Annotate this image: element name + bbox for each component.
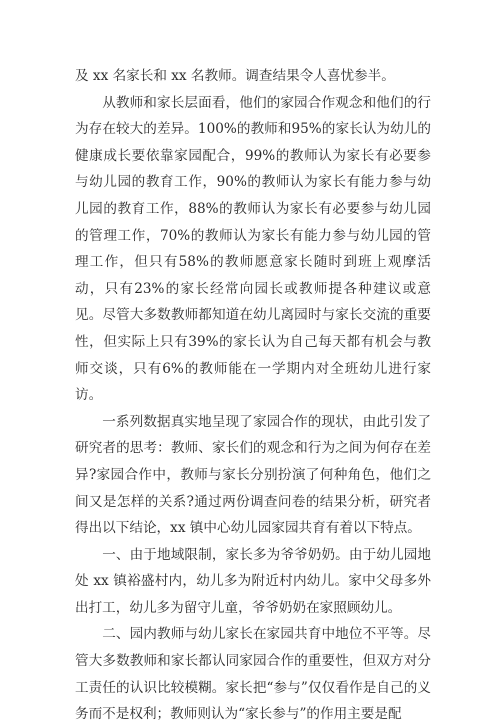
paragraph: 一、由于地域限制，家长多为爷爷奶奶。由于幼儿园地处 xx 镇裕盛村内，幼儿多为附近村内幼儿。家中父母多外出打工，幼儿多为留守儿童，爷爷奶奶在家照顾幼儿。 <box>75 546 431 616</box>
paragraph: 从教师和家长层面看，他们的家园合作观念和他们的行为存在较大的差异。100%的教师和95%的家长认为幼儿的健康成长要依靠家园配合，99%的教师认为家长有必要参与幼儿园的教育工作，90%的教师认为家长有能力参与幼儿园的教育工作，88%的教师认为家长有必要参与幼儿园的管理工作，70%的教师认为家长有能力参与幼儿园的管理工作，但只有58%的教师愿意家长随时到班上观摩活动，只有23%的家长经常向园长或教师提各种建议或意见。尽管大多数教师都知道在幼儿离园时与家长交流的重要性，但实际上只有39%的家长认为自己每天都有机会与教师交谈，只有6%的教师能在一学期内对全班幼儿进行家访。 <box>75 94 431 404</box>
paragraph: 一系列数据真实地呈现了家园合作的现状，由此引发了研究者的思考：教师、家长们的观念和行为之间为何存在差异?家园合作中，教师与家长分别扮演了何种角色，他们之间又是怎样的关系?通过两份调查问卷的结果分析，研究者得出以下结论，xx 镇中心幼儿园家园共育有着以下特点。 <box>75 413 431 537</box>
paragraph: 二、园内教师与幼儿家长在家园共育中地位不平等。尽管大多数教师和家长都认同家园合作的重要性，但双方对分工责任的认识比较模糊。家长把“参与”仅仅看作是自己的义务而不是权利；教师则认为“家长参与”的作用主要是配 <box>75 626 431 723</box>
document-page <box>75 63 431 728</box>
paragraph: 及 xx 名家长和 xx 名教师。调查结果令人喜忧参半。 <box>75 68 395 84</box>
